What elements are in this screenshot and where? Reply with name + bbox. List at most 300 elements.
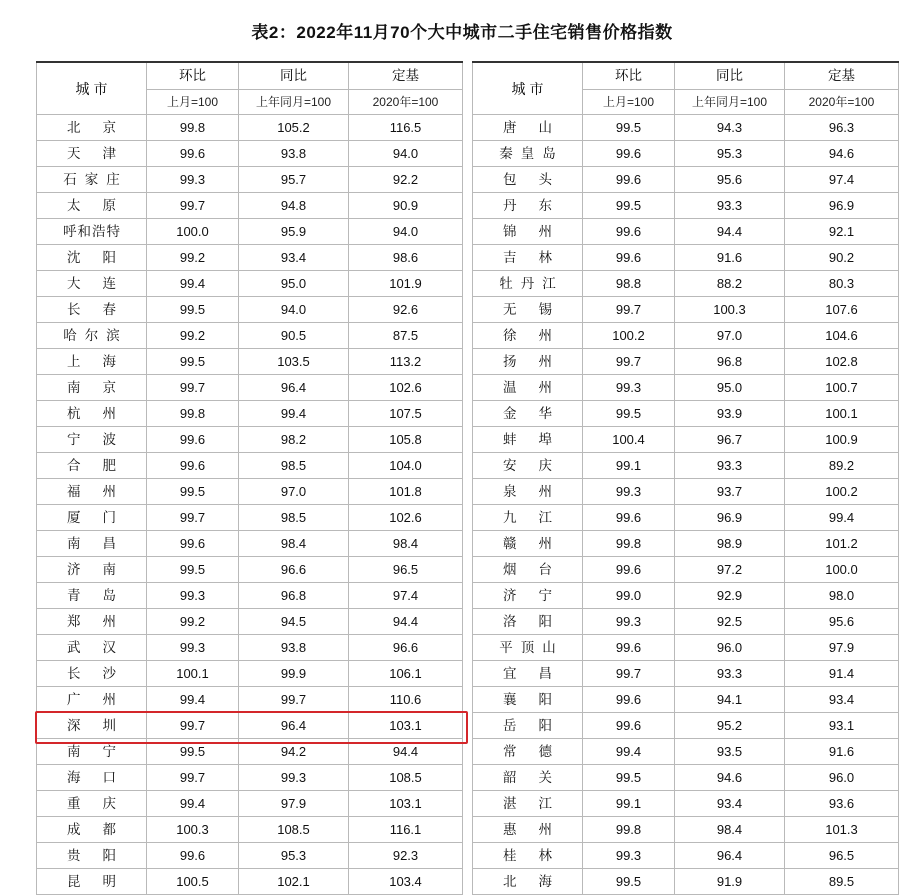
column-gap-cell: [463, 791, 473, 817]
city-cell: [473, 583, 583, 609]
yoy-value: 95.6: [675, 167, 785, 193]
column-gap-cell: [463, 583, 473, 609]
city-name: 金华: [503, 406, 574, 421]
fixed-value: 94.4: [349, 739, 463, 765]
fixed-value: 97.4: [785, 167, 899, 193]
fixed-value: 96.9: [785, 193, 899, 219]
mom-value: 99.7: [147, 375, 239, 401]
city-cell: [473, 713, 583, 739]
column-header-yoy-right: 同比: [675, 62, 785, 90]
city-name: 无锡: [503, 302, 574, 317]
city-name: 锦州: [503, 224, 574, 239]
city-name: 秦皇岛: [499, 146, 564, 161]
fixed-value: 90.2: [785, 245, 899, 271]
city-cell: [37, 479, 147, 505]
city-name: 赣州: [503, 536, 574, 551]
column-header-city-left: 城市: [37, 62, 147, 115]
mom-value: 99.3: [583, 609, 675, 635]
yoy-value: 92.5: [675, 609, 785, 635]
column-gap-cell: [463, 505, 473, 531]
yoy-value: 108.5: [239, 817, 349, 843]
yoy-value: 93.9: [675, 401, 785, 427]
yoy-value: 96.4: [239, 375, 349, 401]
city-cell: [473, 375, 583, 401]
city-cell: [473, 245, 583, 271]
price-index-table: [36, 61, 899, 895]
fixed-value: 94.0: [349, 219, 463, 245]
fixed-value: 103.1: [349, 791, 463, 817]
fixed-value: 96.0: [785, 765, 899, 791]
column-gap-cell: [463, 427, 473, 453]
city-cell: [37, 635, 147, 661]
table-row: [37, 843, 899, 869]
table-row: [37, 635, 899, 661]
mom-value: 99.5: [583, 765, 675, 791]
column-gap-cell: [463, 453, 473, 479]
city-name: 九江: [503, 510, 574, 525]
table-row: [37, 427, 899, 453]
mom-value: 99.7: [147, 713, 239, 739]
mom-value: 99.0: [583, 583, 675, 609]
mom-value: 99.4: [147, 687, 239, 713]
table-row: [37, 791, 899, 817]
city-name: 安庆: [503, 458, 574, 473]
fixed-value: 97.4: [349, 583, 463, 609]
mom-value: 99.4: [583, 739, 675, 765]
fixed-value: 92.3: [349, 843, 463, 869]
city-cell: [37, 427, 147, 453]
column-gap-cell: [463, 245, 473, 271]
mom-value: 99.6: [583, 167, 675, 193]
yoy-value: 93.7: [675, 479, 785, 505]
yoy-value: 95.3: [675, 141, 785, 167]
city-name: 南京: [67, 380, 138, 395]
city-name: 天津: [67, 146, 138, 161]
column-gap-cell: [463, 401, 473, 427]
column-gap-cell: [463, 713, 473, 739]
yoy-value: 97.0: [239, 479, 349, 505]
city-cell: [37, 765, 147, 791]
yoy-value: 96.7: [675, 427, 785, 453]
mom-value: 99.3: [147, 167, 239, 193]
city-name: 温州: [503, 380, 574, 395]
mom-value: 99.7: [147, 505, 239, 531]
city-cell: [473, 323, 583, 349]
column-gap-cell: [463, 349, 473, 375]
yoy-value: 96.4: [675, 843, 785, 869]
mom-value: 99.2: [147, 245, 239, 271]
table-row: [37, 453, 899, 479]
city-cell: [473, 609, 583, 635]
city-name: 呼和浩特: [63, 224, 121, 239]
yoy-value: 94.5: [239, 609, 349, 635]
city-cell: [37, 687, 147, 713]
city-name: 福州: [67, 484, 138, 499]
mom-value: 99.7: [147, 765, 239, 791]
city-name: 宁波: [67, 432, 138, 447]
mom-value: 99.6: [583, 505, 675, 531]
city-name: 桂林: [503, 848, 574, 863]
mom-value: 100.3: [147, 817, 239, 843]
city-cell: [473, 141, 583, 167]
column-gap-cell: [463, 375, 473, 401]
mom-value: 99.6: [583, 713, 675, 739]
city-name: 泉州: [503, 484, 574, 499]
city-name: 海口: [67, 770, 138, 785]
mom-value: 99.3: [583, 375, 675, 401]
city-cell: [37, 219, 147, 245]
mom-value: 99.4: [147, 271, 239, 297]
city-name: 南宁: [67, 744, 138, 759]
city-cell: [37, 115, 147, 141]
yoy-value: 93.4: [239, 245, 349, 271]
fixed-value: 116.1: [349, 817, 463, 843]
city-name: 广州: [67, 692, 138, 707]
city-cell: [37, 141, 147, 167]
mom-value: 98.8: [583, 271, 675, 297]
yoy-value: 91.9: [675, 869, 785, 895]
table-row: [37, 167, 899, 193]
city-cell: [37, 349, 147, 375]
city-cell: [37, 375, 147, 401]
fixed-value: 100.2: [785, 479, 899, 505]
city-cell: [473, 817, 583, 843]
city-cell: [473, 661, 583, 687]
fixed-value: 98.4: [349, 531, 463, 557]
city-name: 长沙: [67, 666, 138, 681]
fixed-value: 94.4: [349, 609, 463, 635]
city-name: 蚌埠: [503, 432, 574, 447]
fixed-value: 98.0: [785, 583, 899, 609]
city-name: 贵阳: [67, 848, 138, 863]
mom-value: 99.6: [147, 531, 239, 557]
yoy-value: 98.4: [675, 817, 785, 843]
city-name: 成都: [67, 822, 138, 837]
city-cell: [37, 713, 147, 739]
fixed-value: 94.6: [785, 141, 899, 167]
fixed-value: 96.6: [349, 635, 463, 661]
city-name: 长春: [67, 302, 138, 317]
yoy-value: 91.6: [675, 245, 785, 271]
column-header-city-right: 城市: [473, 62, 583, 115]
yoy-value: 93.3: [675, 661, 785, 687]
mom-value: 99.6: [583, 635, 675, 661]
fixed-value: 96.5: [349, 557, 463, 583]
table-row: [37, 739, 899, 765]
city-name: 徐州: [503, 328, 574, 343]
city-cell: [37, 167, 147, 193]
table-row: [37, 687, 899, 713]
table-row: [37, 375, 899, 401]
yoy-value: 96.8: [239, 583, 349, 609]
table-header: [37, 62, 899, 115]
column-gap-cell: [463, 609, 473, 635]
fixed-value: 107.6: [785, 297, 899, 323]
column-gap-cell: [463, 765, 473, 791]
table-row: [37, 557, 899, 583]
fixed-value: 101.3: [785, 817, 899, 843]
mom-value: 99.6: [147, 453, 239, 479]
yoy-value: 94.6: [675, 765, 785, 791]
yoy-value: 94.0: [239, 297, 349, 323]
city-name: 郑州: [67, 614, 138, 629]
city-cell: [37, 557, 147, 583]
city-name: 武汉: [67, 640, 138, 655]
fixed-value: 113.2: [349, 349, 463, 375]
column-header-mom-right: 环比: [583, 62, 675, 90]
column-gap: [463, 62, 473, 115]
column-header-fixed-left: 定基: [349, 62, 463, 90]
fixed-value: 104.0: [349, 453, 463, 479]
city-cell: [37, 843, 147, 869]
city-name: 韶关: [503, 770, 574, 785]
yoy-value: 102.1: [239, 869, 349, 895]
column-gap-cell: [463, 557, 473, 583]
yoy-value: 93.4: [675, 791, 785, 817]
yoy-value: 95.0: [675, 375, 785, 401]
fixed-value: 89.5: [785, 869, 899, 895]
city-name: 平顶山: [499, 640, 564, 655]
table-row: [37, 609, 899, 635]
yoy-value: 94.1: [675, 687, 785, 713]
column-gap-cell: [463, 141, 473, 167]
fixed-value: 93.1: [785, 713, 899, 739]
mom-value: 99.3: [583, 479, 675, 505]
fixed-value: 97.9: [785, 635, 899, 661]
fixed-value: 116.5: [349, 115, 463, 141]
mom-value: 99.7: [147, 193, 239, 219]
mom-value: 99.5: [583, 193, 675, 219]
table-row: [37, 349, 899, 375]
city-cell: [473, 167, 583, 193]
fixed-value: 110.6: [349, 687, 463, 713]
fixed-value: 102.6: [349, 375, 463, 401]
fixed-value: 100.0: [785, 557, 899, 583]
yoy-value: 99.7: [239, 687, 349, 713]
yoy-value: 96.8: [675, 349, 785, 375]
mom-value: 100.5: [147, 869, 239, 895]
yoy-value: 94.8: [239, 193, 349, 219]
fixed-value: 100.9: [785, 427, 899, 453]
mom-value: 99.7: [583, 297, 675, 323]
city-cell: [473, 349, 583, 375]
yoy-value: 94.3: [675, 115, 785, 141]
city-cell: [473, 765, 583, 791]
city-name: 湛江: [503, 796, 574, 811]
yoy-value: 98.4: [239, 531, 349, 557]
fixed-value: 93.6: [785, 791, 899, 817]
fixed-value: 100.1: [785, 401, 899, 427]
fixed-value: 107.5: [349, 401, 463, 427]
table-body: [37, 115, 899, 895]
fixed-value: 92.2: [349, 167, 463, 193]
column-subheader-mom-right: 上月=100: [583, 90, 675, 115]
city-name: 扬州: [503, 354, 574, 369]
mom-value: 99.6: [583, 245, 675, 271]
column-gap-cell: [463, 817, 473, 843]
mom-value: 99.5: [583, 115, 675, 141]
yoy-value: 95.0: [239, 271, 349, 297]
yoy-value: 99.4: [239, 401, 349, 427]
mom-value: 99.1: [583, 453, 675, 479]
yoy-value: 93.3: [675, 453, 785, 479]
city-name: 包头: [503, 172, 574, 187]
fixed-value: 101.8: [349, 479, 463, 505]
column-gap-cell: [463, 661, 473, 687]
city-name: 大连: [67, 276, 138, 291]
column-subheader-mom-left: 上月=100: [147, 90, 239, 115]
city-name: 洛阳: [503, 614, 574, 629]
column-gap-cell: [463, 167, 473, 193]
city-cell: [37, 869, 147, 895]
yoy-value: 105.2: [239, 115, 349, 141]
table-row: [37, 531, 899, 557]
column-header-mom-left: 环比: [147, 62, 239, 90]
table-row: [37, 245, 899, 271]
mom-value: 100.0: [147, 219, 239, 245]
mom-value: 99.6: [147, 141, 239, 167]
mom-value: 100.1: [147, 661, 239, 687]
fixed-value: 103.1: [349, 713, 463, 739]
city-cell: [37, 453, 147, 479]
fixed-value: 102.6: [349, 505, 463, 531]
yoy-value: 98.2: [239, 427, 349, 453]
mom-value: 99.7: [583, 661, 675, 687]
fixed-value: 103.4: [349, 869, 463, 895]
city-cell: [473, 297, 583, 323]
column-gap-cell: [463, 869, 473, 895]
table-row: [37, 661, 899, 687]
city-name: 唐山: [503, 120, 574, 135]
yoy-value: 94.4: [675, 219, 785, 245]
mom-value: 99.8: [147, 115, 239, 141]
fixed-value: 101.2: [785, 531, 899, 557]
yoy-value: 96.9: [675, 505, 785, 531]
mom-value: 99.8: [583, 817, 675, 843]
yoy-value: 97.2: [675, 557, 785, 583]
fixed-value: 101.9: [349, 271, 463, 297]
city-name: 哈尔滨: [63, 328, 128, 343]
fixed-value: 100.7: [785, 375, 899, 401]
table-row: [37, 505, 899, 531]
fixed-value: 95.6: [785, 609, 899, 635]
table-row: [37, 479, 899, 505]
city-cell: [37, 739, 147, 765]
mom-value: 99.8: [147, 401, 239, 427]
column-gap-cell: [463, 297, 473, 323]
fixed-value: 105.8: [349, 427, 463, 453]
city-name: 厦门: [67, 510, 138, 525]
city-cell: [37, 245, 147, 271]
city-name: 南昌: [67, 536, 138, 551]
city-cell: [37, 505, 147, 531]
city-cell: [473, 401, 583, 427]
fixed-value: 96.3: [785, 115, 899, 141]
city-name: 杭州: [67, 406, 138, 421]
mom-value: 99.6: [583, 141, 675, 167]
mom-value: 99.2: [147, 609, 239, 635]
column-gap-cell: [463, 219, 473, 245]
mom-value: 99.6: [147, 427, 239, 453]
city-cell: [473, 557, 583, 583]
city-name: 重庆: [67, 796, 138, 811]
yoy-value: 97.0: [675, 323, 785, 349]
mom-value: 99.5: [583, 869, 675, 895]
column-gap-cell: [463, 193, 473, 219]
city-cell: [473, 115, 583, 141]
city-cell: [37, 297, 147, 323]
yoy-value: 93.3: [675, 193, 785, 219]
city-name: 常德: [503, 744, 574, 759]
yoy-value: 95.2: [675, 713, 785, 739]
city-name: 牡丹江: [499, 276, 564, 291]
yoy-value: 97.9: [239, 791, 349, 817]
column-gap-cell: [463, 323, 473, 349]
city-name: 宜昌: [503, 666, 574, 681]
city-name: 襄阳: [503, 692, 574, 707]
fixed-value: 91.6: [785, 739, 899, 765]
column-gap-cell: [463, 635, 473, 661]
yoy-value: 96.4: [239, 713, 349, 739]
mom-value: 99.3: [147, 635, 239, 661]
yoy-value: 103.5: [239, 349, 349, 375]
fixed-value: 92.6: [349, 297, 463, 323]
mom-value: 99.3: [583, 843, 675, 869]
city-name: 吉林: [503, 250, 574, 265]
column-gap-cell: [463, 531, 473, 557]
fixed-value: 96.5: [785, 843, 899, 869]
city-cell: [473, 687, 583, 713]
city-cell: [473, 739, 583, 765]
city-name: 太原: [67, 198, 138, 213]
city-cell: [473, 427, 583, 453]
city-cell: [473, 219, 583, 245]
table-row: [37, 115, 899, 141]
city-cell: [473, 453, 583, 479]
yoy-value: 88.2: [675, 271, 785, 297]
yoy-value: 94.2: [239, 739, 349, 765]
city-name: 北京: [67, 120, 138, 135]
city-cell: [37, 661, 147, 687]
table-row: [37, 583, 899, 609]
table-row: [37, 141, 899, 167]
table-row: [37, 817, 899, 843]
city-cell: [473, 479, 583, 505]
column-header-yoy-left: 同比: [239, 62, 349, 90]
city-name: 上海: [67, 354, 138, 369]
city-name: 丹东: [503, 198, 574, 213]
fixed-value: 91.4: [785, 661, 899, 687]
column-header-fixed-right: 定基: [785, 62, 899, 90]
mom-value: 99.5: [583, 401, 675, 427]
city-cell: [37, 817, 147, 843]
mom-value: 99.5: [147, 479, 239, 505]
yoy-value: 93.8: [239, 635, 349, 661]
column-gap-cell: [463, 271, 473, 297]
city-cell: [37, 323, 147, 349]
city-name: 惠州: [503, 822, 574, 837]
yoy-value: 93.8: [239, 141, 349, 167]
mom-value: 99.2: [147, 323, 239, 349]
fixed-value: 94.0: [349, 141, 463, 167]
mom-value: 99.7: [583, 349, 675, 375]
fixed-value: 102.8: [785, 349, 899, 375]
mom-value: 100.2: [583, 323, 675, 349]
mom-value: 99.5: [147, 557, 239, 583]
yoy-value: 98.5: [239, 505, 349, 531]
column-subheader-yoy-right: 上年同月=100: [675, 90, 785, 115]
table-row: [37, 297, 899, 323]
